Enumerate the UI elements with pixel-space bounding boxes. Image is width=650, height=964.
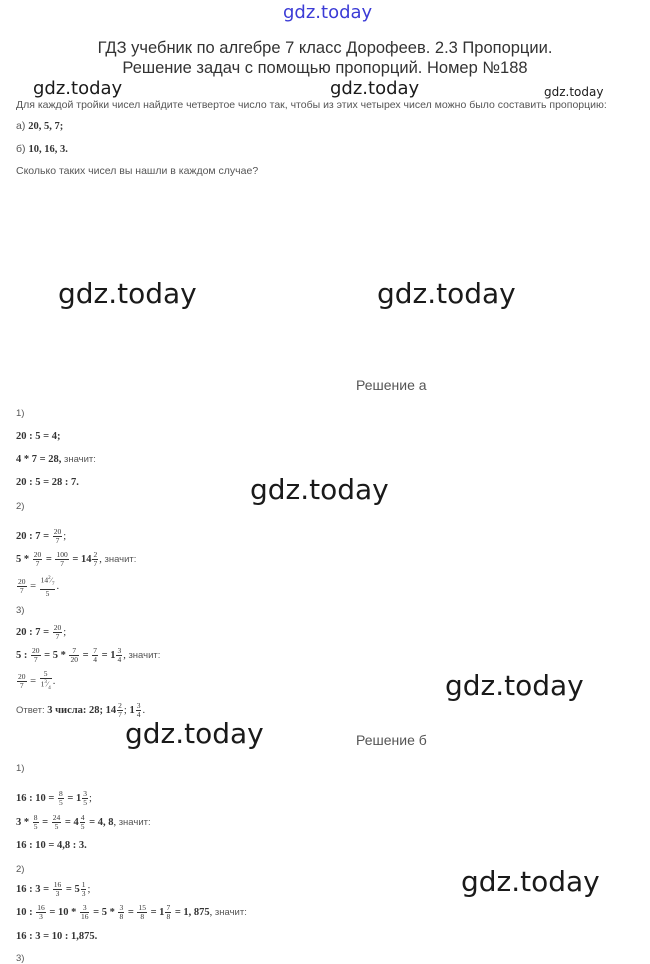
watermark: gdz.today [33, 78, 123, 99]
math-line: 20 : 5 = 4; [16, 431, 61, 442]
step-number: 3) [16, 953, 25, 964]
step-number: 1) [16, 408, 25, 419]
math-line: 20 : 7 = $\frac{20}{7}$ ; [16, 623, 67, 641]
task-item-a: а) 20, 5, 7; [16, 120, 64, 132]
watermark: gdz.today [377, 277, 516, 310]
math-line: 5 * $\frac{20}{7}$ = $\frac{100}{7}$ = 14 $\frac{2}{7}$ , значит: [16, 550, 137, 568]
math-line: $\frac{20}{7}$ = $\frac{5}{1^3⁄_4}$ . [18, 669, 56, 691]
math-line: 16 : 10 = 4,8 : 3. [16, 840, 87, 851]
watermark: gdz.today [250, 473, 389, 506]
math-line: 3 * $\frac{8}{5}$ = $\frac{24}{5}$ = 4 $\frac{4}{5}$ = 4, 8, значит: [16, 813, 151, 831]
step-number: 3) [16, 605, 25, 616]
watermark: gdz.today [330, 78, 420, 99]
watermark: gdz.today [445, 669, 584, 702]
math-line: 16 : 3 = 10 : 1,875. [16, 931, 98, 942]
math-line: 10 : $\frac{16}{3}$ = 10 * $\frac{3}{16}$ = 5 * $\frac{3}{8}$ = $\frac{15}{8}$ = 1 $\frac{7}{8}$ = 1, 875, значит: [16, 903, 247, 921]
math-line: $\frac{20}{7}$ = $\frac{14^2⁄_7}{5}$ . [18, 575, 60, 598]
math-line: 16 : 10 = $\frac{8}{5}$ = 1 $\frac{3}{5}$ ; [16, 789, 92, 807]
step-number: 2) [16, 864, 25, 875]
math-line: 20 : 5 = 28 : 7. [16, 477, 79, 488]
page-title-line1: ГДЗ учебник по алгебре 7 класс Дорофеев. 2.3 Пропорции. [97, 39, 553, 57]
watermark: gdz.today [461, 865, 600, 898]
task-intro: Для каждой тройки чисел найдите четвертое число так, чтобы из этих четырех чисел можно было составить пропорцию: [16, 99, 607, 111]
math-line: 5 : $\frac{20}{7}$ = 5 * $\frac{7}{20}$ = $\frac{7}{4}$ = 1 $\frac{3}{4}$ , значит: [16, 646, 161, 664]
solution-b-heading: Решение б [356, 732, 427, 748]
page-title-line2: Решение задач с помощью пропорций. Номер №188 [122, 59, 528, 77]
task-item-b: б) 10, 16, 3. [16, 143, 68, 155]
watermark: gdz.today [544, 85, 604, 99]
watermark: gdz.today [125, 717, 264, 750]
watermark: gdz.today [58, 277, 197, 310]
site-logo[interactable]: gdz.today [283, 2, 373, 23]
step-number: 2) [16, 501, 25, 512]
step-number: 1) [16, 763, 25, 774]
task-question: Сколько таких чисел вы нашли в каждом случае? [16, 165, 259, 177]
solution-a-heading: Решение а [356, 377, 427, 393]
answer-line: Ответ: 3 числа: 28; 14 $\frac{2}{7}$ ; 1 $\frac{3}{4}$ . [16, 701, 146, 719]
math-line: 4 * 7 = 28, значит: [16, 454, 96, 465]
math-line: 16 : 3 = $\frac{16}{3}$ = 5 $\frac{1}{3}$ ; [16, 880, 91, 898]
math-line: 20 : 7 = $\frac{20}{7}$ ; [16, 527, 67, 545]
